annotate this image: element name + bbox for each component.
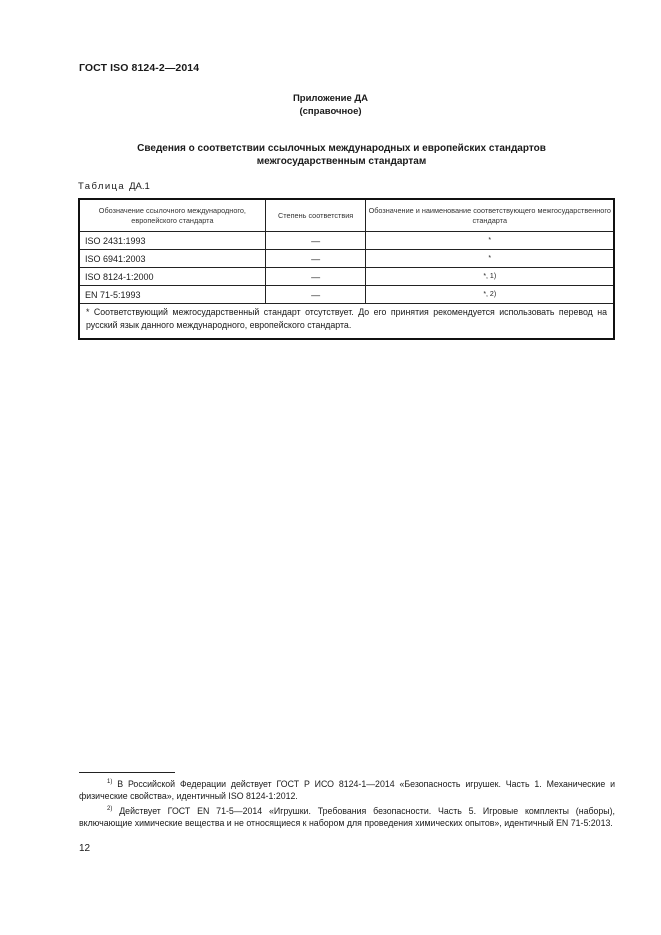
cell-interstate: * — [366, 232, 614, 250]
table-caption-number: ДА.1 — [129, 181, 150, 192]
cell-interstate: *, 2) — [366, 286, 614, 304]
footnote-2-text: Действует ГОСТ EN 71-5—2014 «Игрушки. Требования безопасности. Часть 5. Игровые комплекты (наборы), включающие химические вещества и не относящиеся к набором для проведения химических опытов», идентичный EN 71-5:2013. — [79, 805, 615, 829]
cell-reference: EN 71-5:1993 — [79, 286, 265, 304]
table-row — [79, 268, 614, 286]
cell-degree: — — [265, 232, 366, 250]
document-header: ГОСТ ISO 8124-2—2014 — [79, 62, 200, 74]
header-degree-of-correspondence: Степень соответствия — [265, 199, 366, 232]
header-reference-standard: Обозначение ссылочного международного, европейского стандарта — [79, 199, 265, 232]
table-note-row — [79, 304, 614, 340]
annex-subtitle: (справочное) — [299, 106, 362, 117]
table-caption — [78, 181, 150, 192]
table-note: * Соответствующий межгосударственный стандарт отсутствует. До его принятия рекомендуется использовать перевод на русский язык данного международного, европейского стандарта. — [79, 304, 614, 340]
footnote-2 — [79, 803, 615, 830]
page-number: 12 — [79, 843, 91, 854]
table-row — [79, 286, 614, 304]
section-title-line-2: межгосударственным стандартам — [256, 156, 427, 167]
cell-degree: — — [265, 286, 366, 304]
table-row — [79, 232, 614, 250]
cell-degree: — — [265, 268, 366, 286]
footnote-2-mark: 2) — [107, 806, 113, 812]
cell-interstate: *, 1) — [366, 268, 614, 286]
cell-degree: — — [265, 250, 366, 268]
footnote-1 — [79, 776, 615, 803]
footnote-1-text: В Российской Федерации действует ГОСТ Р ИСО 8124-1—2014 «Безопасность игрушек. Часть 1. Механические и физические свойства», идентичный ISO 8124-1:2012. — [79, 778, 615, 802]
cell-reference: ISO 2431:1993 — [79, 232, 265, 250]
footnote-1-mark: 1) — [107, 779, 113, 785]
section-title-line-1: Сведения о соответствии ссылочных международных и европейских стандартов — [137, 143, 546, 154]
cell-reference: ISO 6941:2003 — [79, 250, 265, 268]
header-interstate-standard: Обозначение и наименование соответствующего межгосударственного стандарта — [366, 199, 614, 232]
table-header-row — [79, 199, 614, 232]
standards-table — [78, 198, 615, 340]
footnote-separator — [79, 772, 175, 773]
annex-heading — [0, 92, 661, 118]
cell-reference: ISO 8124-1:2000 — [79, 268, 265, 286]
table-row — [79, 250, 614, 268]
table-caption-word: Таблица — [78, 181, 126, 192]
annex-title: Приложение ДА — [292, 93, 369, 104]
cell-interstate: * — [366, 250, 614, 268]
section-title — [90, 142, 593, 168]
